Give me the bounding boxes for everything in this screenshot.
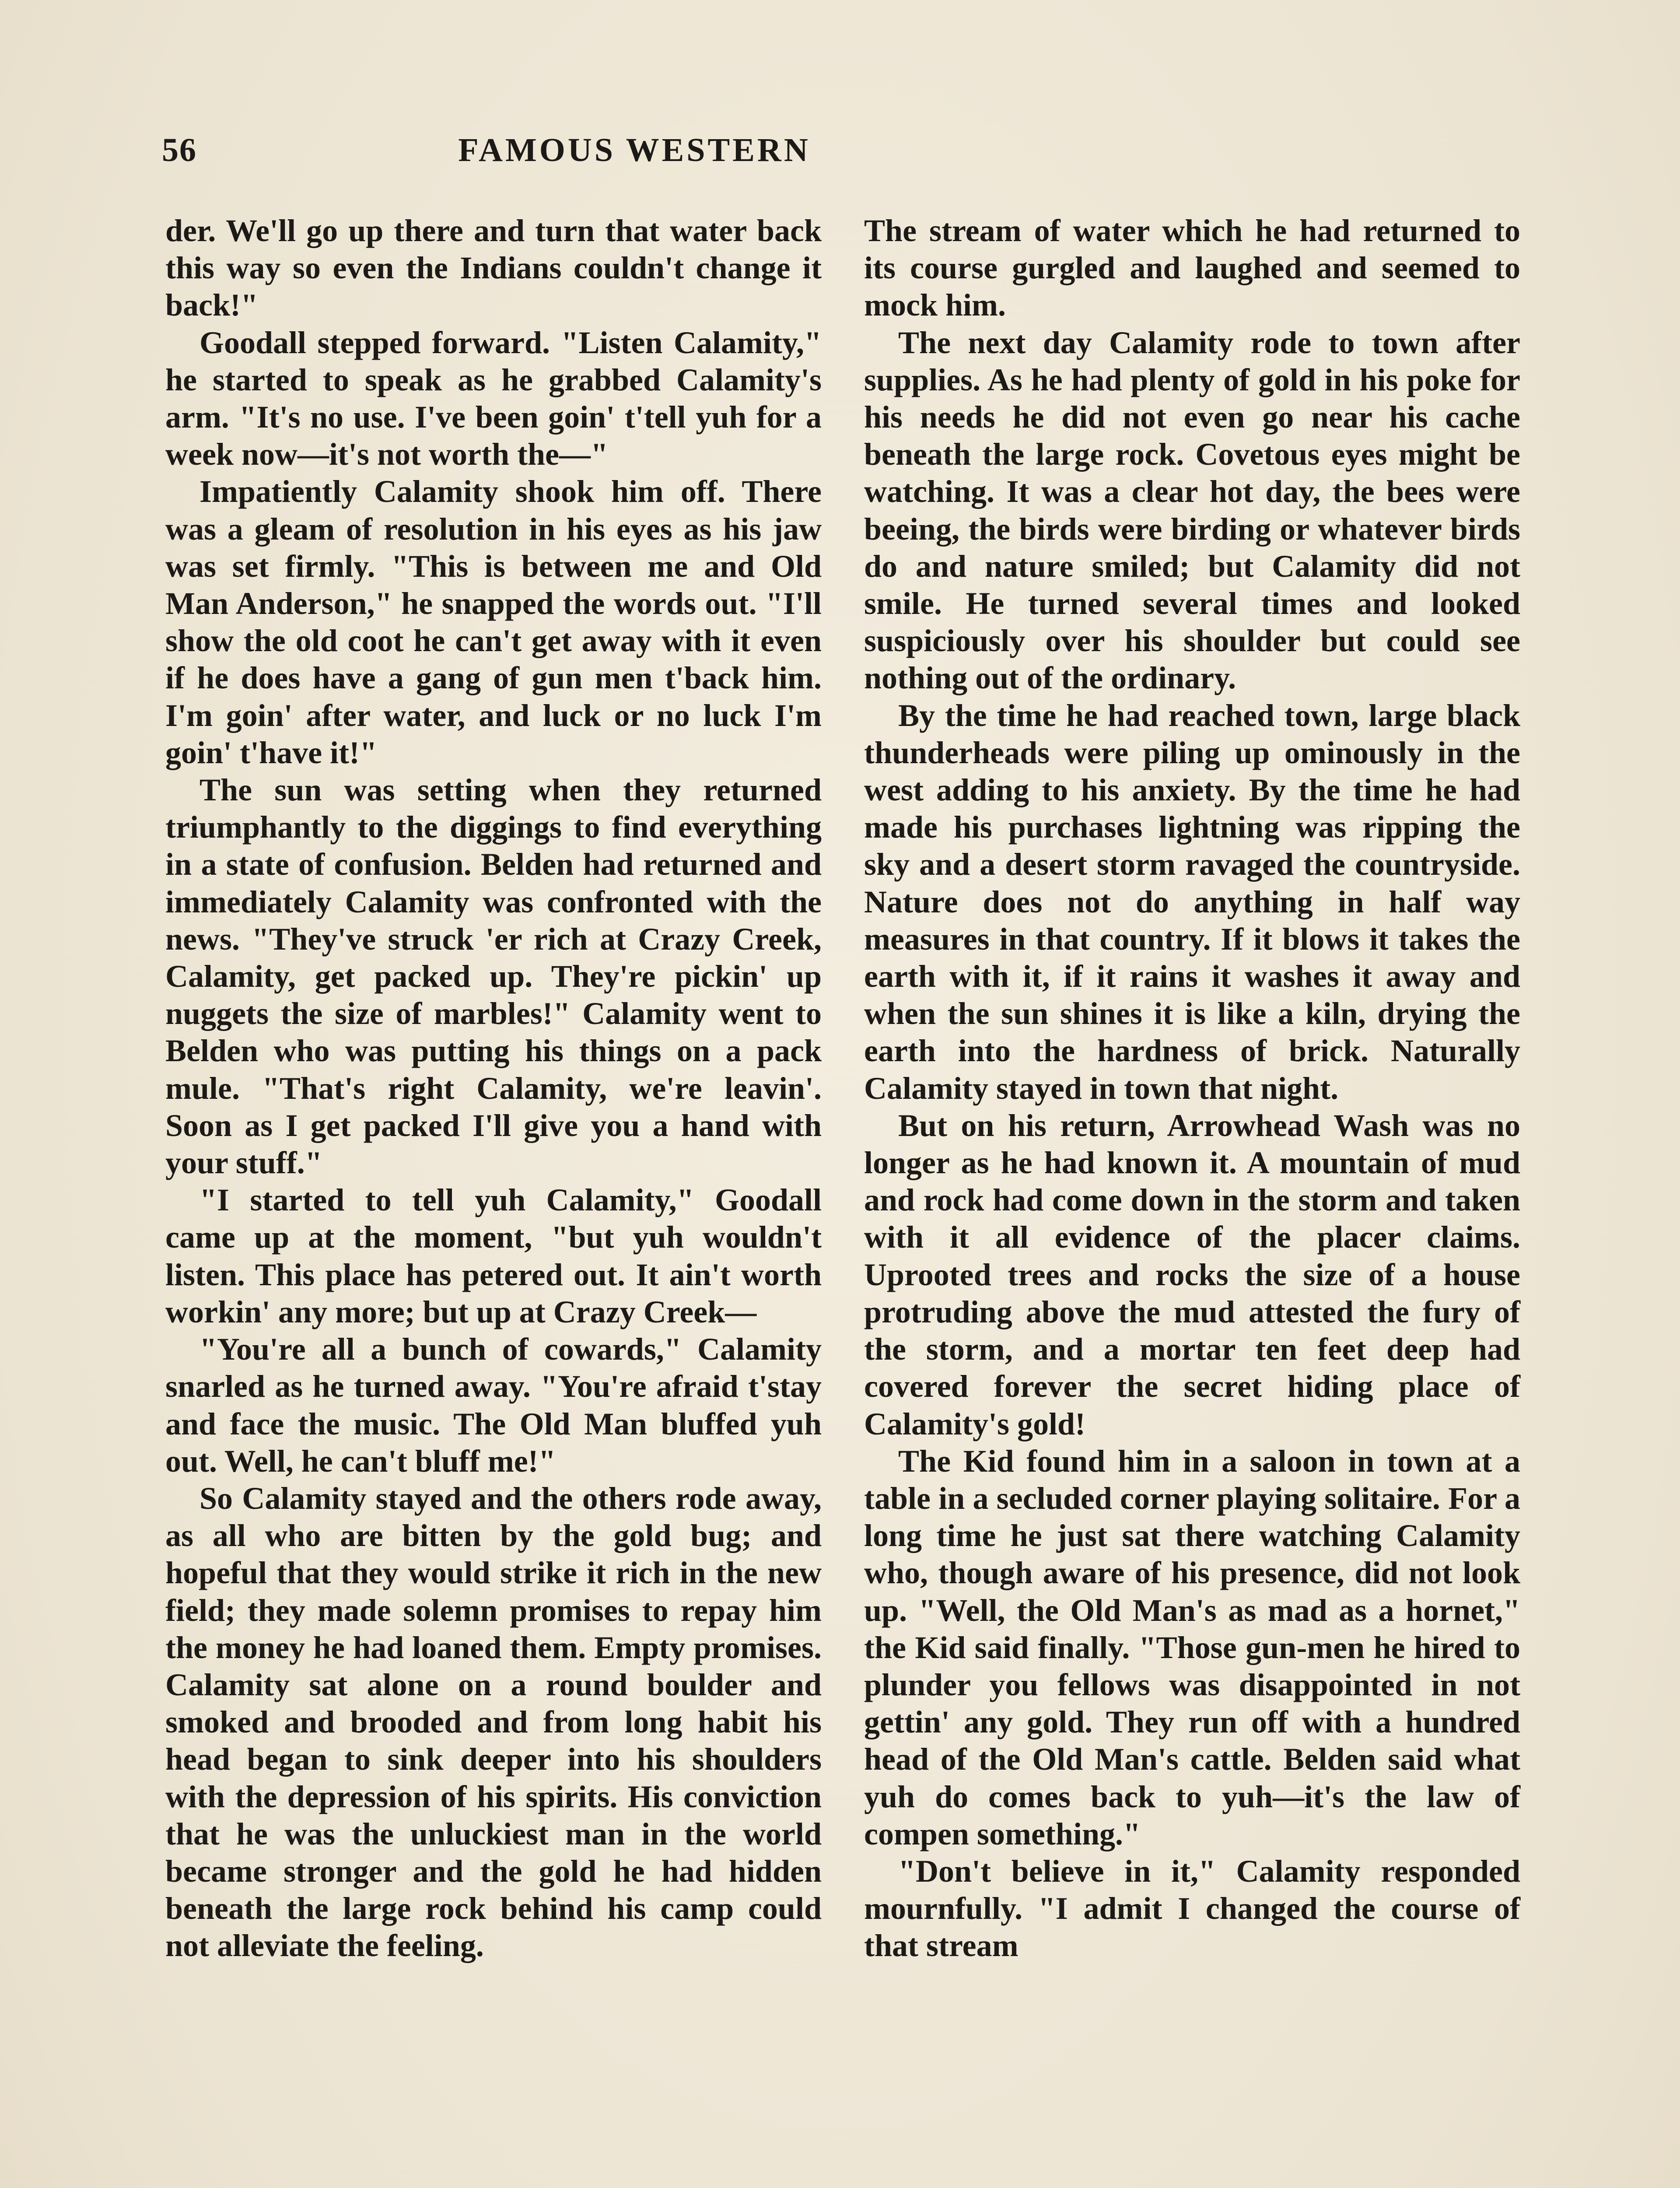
paragraph: "I started to tell yuh Calamity," Goodall came up at the moment, "but yuh wouldn't listen. This place has petered out. It ain't worth workin' any more; but up at Crazy Creek— [165,1182,822,1329]
paragraph: Goodall stepped forward. "Listen Calamity," he started to speak as he grabbed Calamity's arm. "It's no use. I've been goin' t'tell yuh for a week now—it's not worth the—" [165,325,822,472]
paragraph: Impatiently Calamity shook him off. There was a gleam of resolution in his eyes as his jaw was set firmly. "This is between me and Old Man Anderson," he snapped the words out. "I'll show the old coot he can't get away with it even if he does have a gang of gun men t'back him. I'm goin' after water, and luck or no luck I'm goin' t'have it!" [165,474,822,770]
page-header [162,127,1046,179]
paragraph: der. We'll go up there and turn that water back this way so even the Indians couldn't change it back!" [165,213,822,323]
paragraph: The stream of water which he had returned to its course gurgled and laughed and seemed to mock him. [864,213,1520,323]
paragraph: The Kid found him in a saloon in town at a table in a secluded corner playing solitaire. For a long time he just sat there watching Calamity who, though aware of his presence, did not look up. "Well, the Old Man's as mad as a hornet," the Kid said finally. "Those gun-men he hired to plunder you fellows was disappointed in not gettin' any gold. They run off with a hundred head of the Old Man's cattle. Belden said what yuh do comes back to yuh—it's the law of compen something." [864,1443,1520,1851]
paragraph: The next day Calamity rode to town after supplies. As he had plenty of gold in his poke for his needs he did not even go near his cache beneath the large rock. Covetous eyes might be watching. It was a clear hot day, the bees were beeing, the birds were birding or whatever birds do and nature smiled; but Calamity did not smile. He turned several times and looked suspiciously over his shoulder but could see nothing out of the ordinary. [864,325,1520,696]
paragraph: The sun was setting when they returned triumphantly to the diggings to find everything in a state of confusion. Belden had returned and immediately Calamity was confronted with the news. "They've struck 'er rich at Crazy Creek, Calamity, get packed up. They're pickin' up nuggets the size of marbles!" Calamity went to Belden who was putting his things on a pack mule. "That's right Calamity, we're leavin'. Soon as I get packed I'll give you a hand with your stuff." [165,772,822,1181]
paragraph: So Calamity stayed and the others rode away, as all who are bitten by the gold bug; and hopeful that they would strike it rich in the new field; they made solemn promises to repay him the money he had loaned them. Empty promises. Calamity sat alone on a round boulder and smoked and brooded and from long habit his head began to sink deeper into his shoulders with the depression of his spirits. His conviction that he was the unluckiest man in the world became stronger and the gold he had hidden beneath the large rock behind his camp could not alleviate the feeling. [165,1480,822,1964]
left-text-column [165,212,822,1965]
paragraph: "You're all a bunch of cowards," Calamity snarled as he turned away. "You're afraid t'stay and face the music. The Old Man bluffed yuh out. Well, he can't bluff me!" [165,1332,822,1479]
page-number: 56 [162,132,197,168]
running-title: FAMOUS WESTERN [458,132,811,168]
paragraph: But on his return, Arrowhead Wash was no longer as he had known it. A mountain of mud and rock had come down in the storm and taken with it all evidence of the placer claims. Uprooted trees and rocks the size of a house protruding above the mud attested the fury of the storm, and a mortar ten feet deep had covered forever the secret hiding place of Calamity's gold! [864,1108,1520,1441]
right-text-column [864,212,1520,1965]
paragraph: "Don't believe in it," Calamity responded mournfully. "I admit I changed the course of that stream [864,1853,1520,1964]
paragraph: By the time he had reached town, large black thunderheads were piling up ominously in the west adding to his anxiety. By the time he had made his purchases lightning was ripping the sky and a desert storm ravaged the countryside. Nature does not do anything in half way measures in that country. If it blows it takes the earth with it, if it rains it washes it away and when the sun shines it is like a kiln, drying the earth into the hardness of brick. Naturally Calamity stayed in town that night. [864,698,1520,1106]
